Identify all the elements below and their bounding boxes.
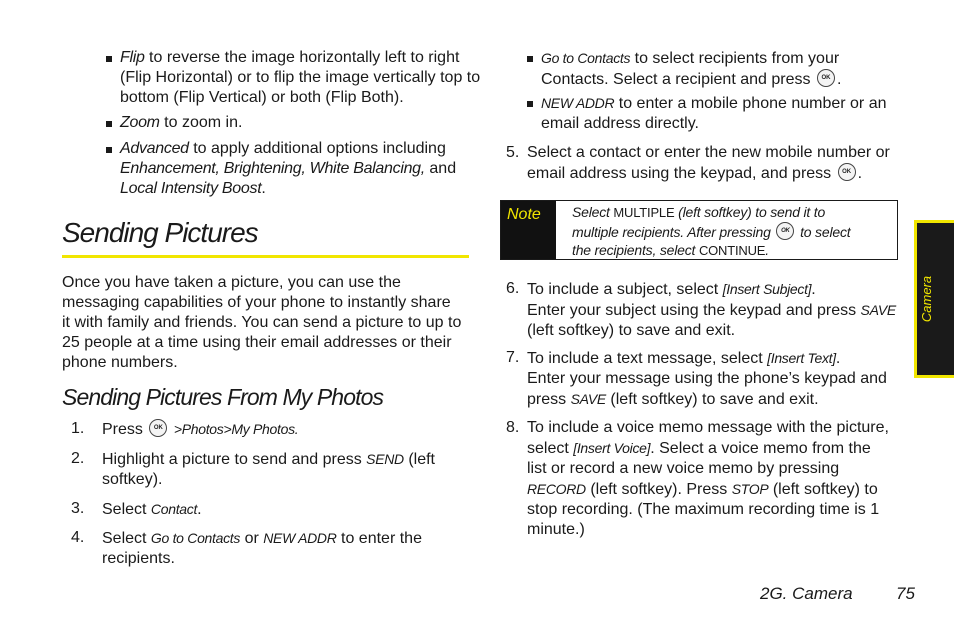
menu-ok-key-icon [776, 222, 794, 240]
bullet-text: to zoom in. [164, 114, 243, 131]
step-text: To include a subject, select [527, 281, 719, 298]
step-text: minute.) [527, 521, 585, 538]
step-number: 7. [506, 349, 520, 366]
note-label: Note [501, 201, 556, 259]
option-contact: Contact [150, 501, 198, 517]
step-text: recipients. [102, 550, 175, 567]
step-number: 8. [506, 419, 520, 436]
menu-path: >Photos>My Photos. [173, 421, 299, 437]
bullet-text: (Flip Horizontal) or to flip the image vertically top to [120, 69, 481, 86]
footer-section: 2G. Camera [760, 584, 853, 603]
note-text [572, 203, 892, 260]
note-line: to select [800, 224, 851, 240]
bullet-text: to reverse the image horizontally left to right [149, 49, 460, 66]
step-text: . Select a voice memo from the [650, 440, 871, 457]
step-text: Enter your subject using the keypad and press [527, 302, 857, 319]
softkey-send: SEND [366, 451, 404, 467]
step-number: 3. [71, 500, 85, 517]
term-advanced: Advanced [120, 140, 189, 157]
bullet-text: to apply additional options including [193, 140, 446, 157]
step-text: (left softkey) to save and exit. [610, 391, 819, 408]
step-text: or [244, 530, 259, 547]
intro-line: phone numbers. [62, 354, 178, 371]
bullet-text: Contacts. Select a recipient and press [541, 71, 811, 88]
term-local-intensity: Local Intensity Boost [120, 180, 262, 197]
option-go-to-contacts: Go to Contacts [150, 530, 241, 546]
note-line: Select [572, 204, 610, 220]
step-text: Select a contact or enter the new mobile number or [527, 144, 890, 161]
step-number: 5. [506, 144, 520, 161]
option-insert-voice: [Insert Voice] [573, 440, 651, 456]
step-text: to enter the [341, 530, 422, 547]
softkey-record: RECORD [527, 481, 586, 497]
option-new-addr: NEW ADDR [263, 530, 337, 546]
step-4 [71, 528, 471, 569]
intro-paragraph [62, 273, 472, 373]
term-zoom: Zoom [120, 114, 160, 131]
step-text: . [835, 350, 841, 367]
bullet-advanced [106, 139, 490, 199]
bullet-text: bottom (Flip Vertical) or both (Flip Both). [120, 89, 404, 106]
note-line: (left softkey) to send it to [678, 204, 826, 220]
bullet-text: email address directly. [541, 115, 699, 132]
step-text: press [527, 391, 567, 408]
softkey-multiple: MULTIPLE [613, 205, 675, 220]
softkey-save: SAVE [570, 391, 606, 407]
chapter-tab-label: Camera [919, 275, 934, 323]
bullet-text: . [836, 71, 842, 88]
softkey-stop: STOP [731, 481, 769, 497]
step-2 [71, 449, 471, 490]
step-text: select [527, 440, 569, 457]
step-8 [506, 418, 906, 540]
softkey-save: SAVE [860, 302, 896, 318]
step-text: Press [102, 421, 143, 438]
bullet-zoom [106, 113, 490, 133]
step-7 [506, 348, 906, 410]
note-line: multiple recipients. After pressing [572, 224, 771, 240]
menu-ok-key-icon [817, 69, 835, 87]
option-new-addr: NEW ADDR [541, 95, 615, 111]
note-box [500, 200, 898, 260]
heading-rule [62, 255, 469, 258]
step-6 [506, 279, 906, 341]
bullet-new-addr [527, 93, 911, 134]
menu-ok-key-icon [838, 163, 856, 181]
step-text: To include a voice memo message with the picture, [527, 419, 889, 436]
step-text: email address using the keypad, and press [527, 165, 832, 182]
step-text: list or record a new voice memo by pressing [527, 460, 840, 477]
option-continue: CONTINUE [698, 243, 766, 258]
step-text: stop recording. (The maximum recording time is 1 [527, 501, 880, 518]
bullet-text: to enter a mobile phone number or an [618, 95, 887, 112]
option-insert-subject: [Insert Subject] [722, 281, 812, 297]
step-text: Select [102, 530, 147, 547]
step-number: 2. [71, 450, 85, 467]
step-number: 6. [506, 280, 520, 297]
step-text: (left softkey) to save and exit. [527, 322, 736, 339]
note-line: the recipients, select [572, 242, 696, 258]
step-text: To include a text message, select [527, 350, 763, 367]
menu-ok-key-icon [149, 419, 167, 437]
step-3 [71, 499, 471, 520]
bullet-text: . [261, 180, 266, 197]
step-text: Select [102, 501, 147, 518]
step-5 [506, 143, 901, 184]
step-text: . [857, 165, 863, 182]
step-text: softkey). [102, 471, 163, 488]
page-number: 75 [896, 584, 915, 603]
step-text: (left softkey) to [772, 481, 878, 498]
term-options: Enhancement, Brightening, White Balancing, [120, 160, 425, 177]
step-number: 1. [71, 420, 85, 437]
intro-line: 25 people at a time using their email addresses or their [62, 334, 452, 351]
intro-line: it with family and friends. You can send a picture to up to [62, 314, 462, 331]
intro-line: Once you have taken a picture, you can use the [62, 274, 401, 291]
step-text: . [811, 281, 816, 298]
step-text: Enter your message using the phone’s keypad and [527, 370, 887, 387]
bullet-text: and [429, 160, 457, 177]
subsection-heading: Sending Pictures From My Photos [62, 384, 384, 410]
bullet-text: to select recipients from your [634, 50, 840, 67]
section-heading: Sending Pictures [62, 217, 258, 248]
option-go-to-contacts: Go to Contacts [541, 50, 631, 66]
step-text: Highlight a picture to send and press [102, 451, 362, 468]
term-flip: Flip [120, 49, 145, 66]
bullet-go-to-contacts [527, 48, 911, 90]
step-text: (left [408, 451, 435, 468]
step-number: 4. [71, 529, 85, 546]
note-line: . [765, 242, 769, 258]
step-text: (left softkey). Press [590, 481, 728, 498]
intro-line: messaging capabilities of your phone to instantly share [62, 294, 451, 311]
step-1 [71, 419, 471, 440]
bullet-flip [106, 48, 490, 108]
step-text: . [197, 501, 202, 518]
option-insert-text: [Insert Text] [767, 350, 836, 366]
